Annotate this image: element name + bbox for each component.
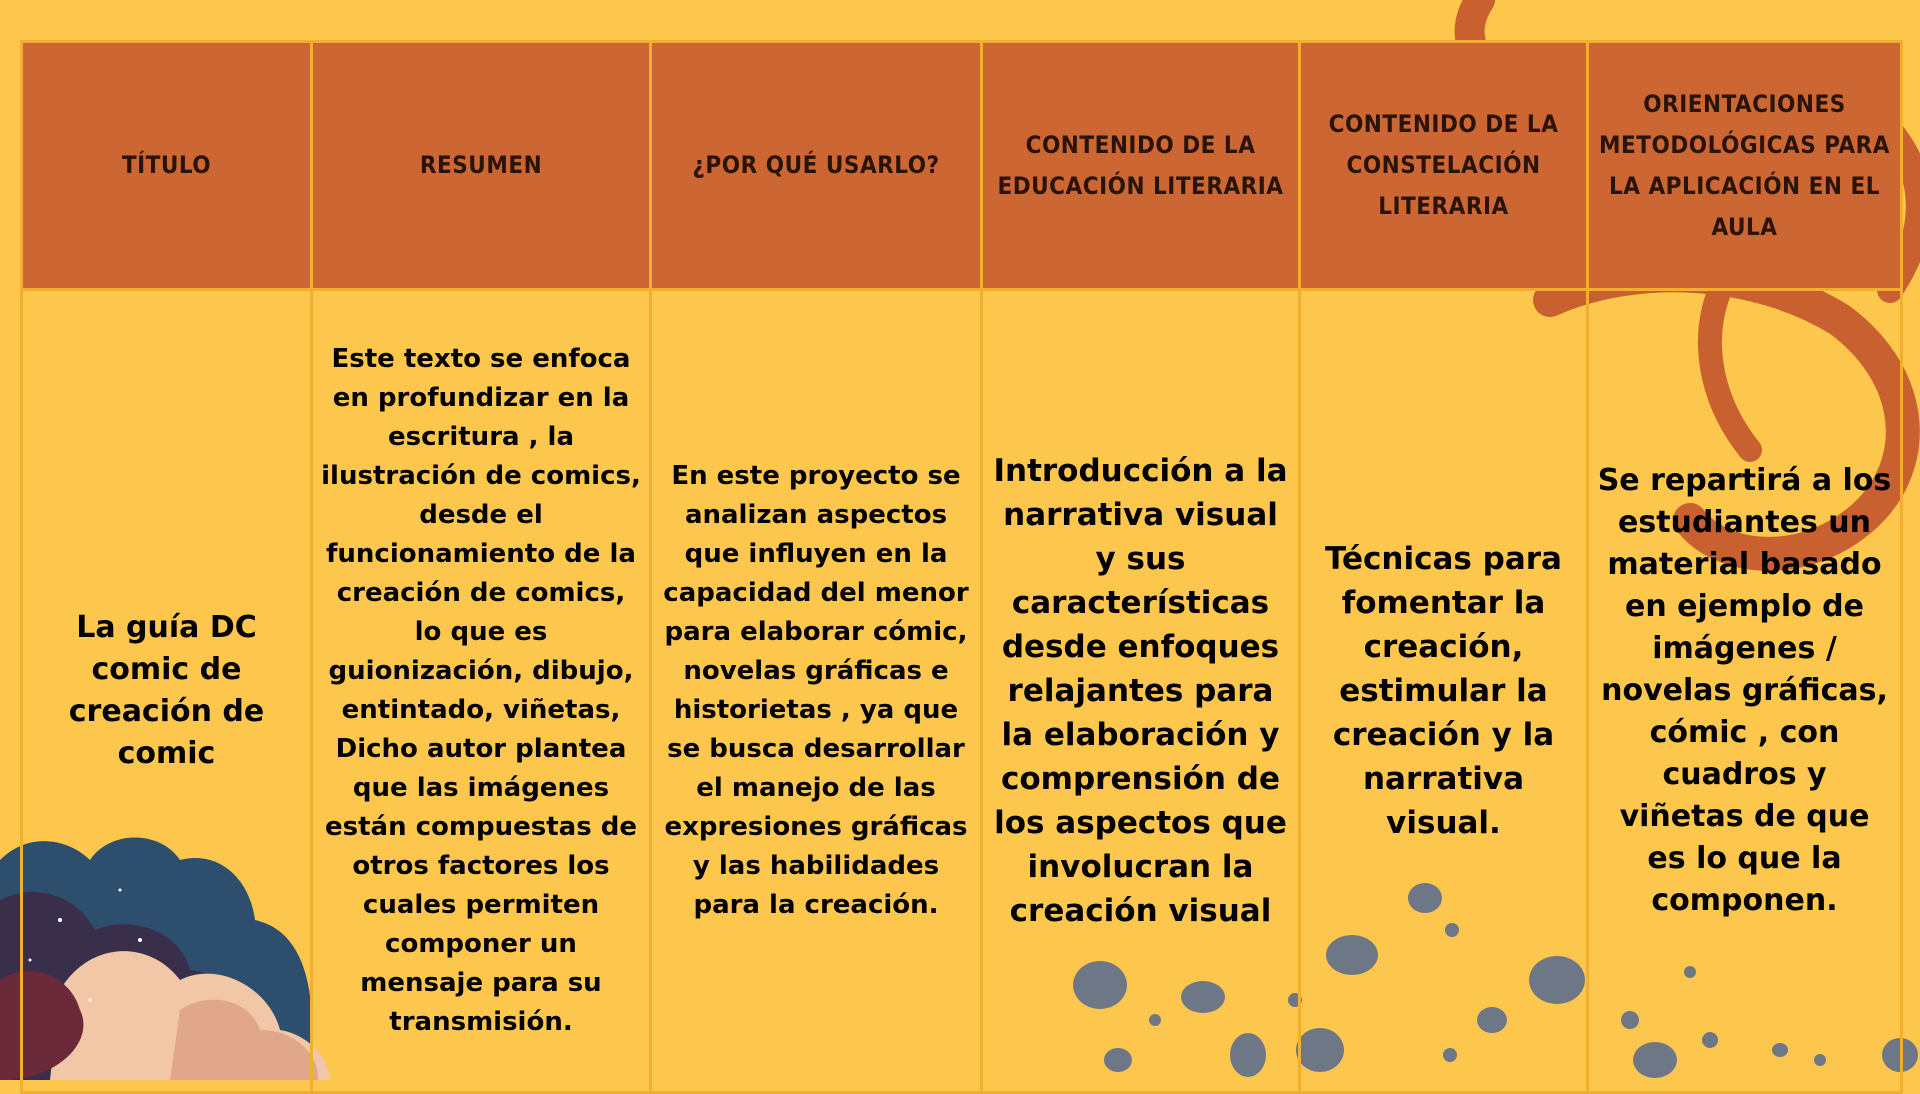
- header-resumen: RESUMEN: [312, 42, 651, 290]
- cell-por-que-usarlo: En este proyecto se analizan aspectos que influyen en la capacidad del menor para elaborar cómic, novelas gráficas e historietas , ya que se busca desarrollar el manejo de las expresiones gráficas y las habilidades para la creación.: [651, 290, 982, 1093]
- table-header-row: [22, 42, 1902, 290]
- header-titulo: TÍTULO: [22, 42, 312, 290]
- header-por-que-usarlo: ¿POR QUÉ USARLO?: [651, 42, 982, 290]
- cell-titulo: La guía DC comic de creación de comic: [22, 290, 312, 1093]
- header-contenido-constelacion-literaria: CONTENIDO DE LA CONSTELACIÓN LITERARIA: [1300, 42, 1588, 290]
- cell-orientaciones-metodologicas: Se repartirá a los estudiantes un material basado en ejemplo de imágenes / novelas gráficas, cómic , con cuadros y viñetas de que es lo que la componen.: [1588, 290, 1902, 1093]
- header-orientaciones-metodologicas: ORIENTACIONES METODOLÓGICAS PARA LA APLICACIÓN EN EL AULA: [1588, 42, 1902, 290]
- cell-resumen: Este texto se enfoca en profundizar en la escritura , la ilustración de comics, desde el funcionamiento de la creación de comics, lo que es guionización, dibujo, entintado, viñetas, Dicho autor plantea que las imágenes están compuestas de otros factores los cuales permiten componer un mensaje para su transmisión.: [312, 290, 651, 1093]
- header-contenido-educacion-literaria: CONTENIDO DE LA EDUCACIÓN LITERARIA: [982, 42, 1300, 290]
- table-row: [22, 290, 1902, 1093]
- cell-contenido-constelacion-literaria: Técnicas para fomentar la creación, estimular la creación y la narrativa visual.: [1300, 290, 1588, 1093]
- cell-contenido-educacion-literaria: Introducción a la narrativa visual y sus características desde enfoques relajantes para la elaboración y comprensión de los aspectos que involucran la creación visual: [982, 290, 1300, 1093]
- lesson-plan-table: [20, 40, 1903, 1094]
